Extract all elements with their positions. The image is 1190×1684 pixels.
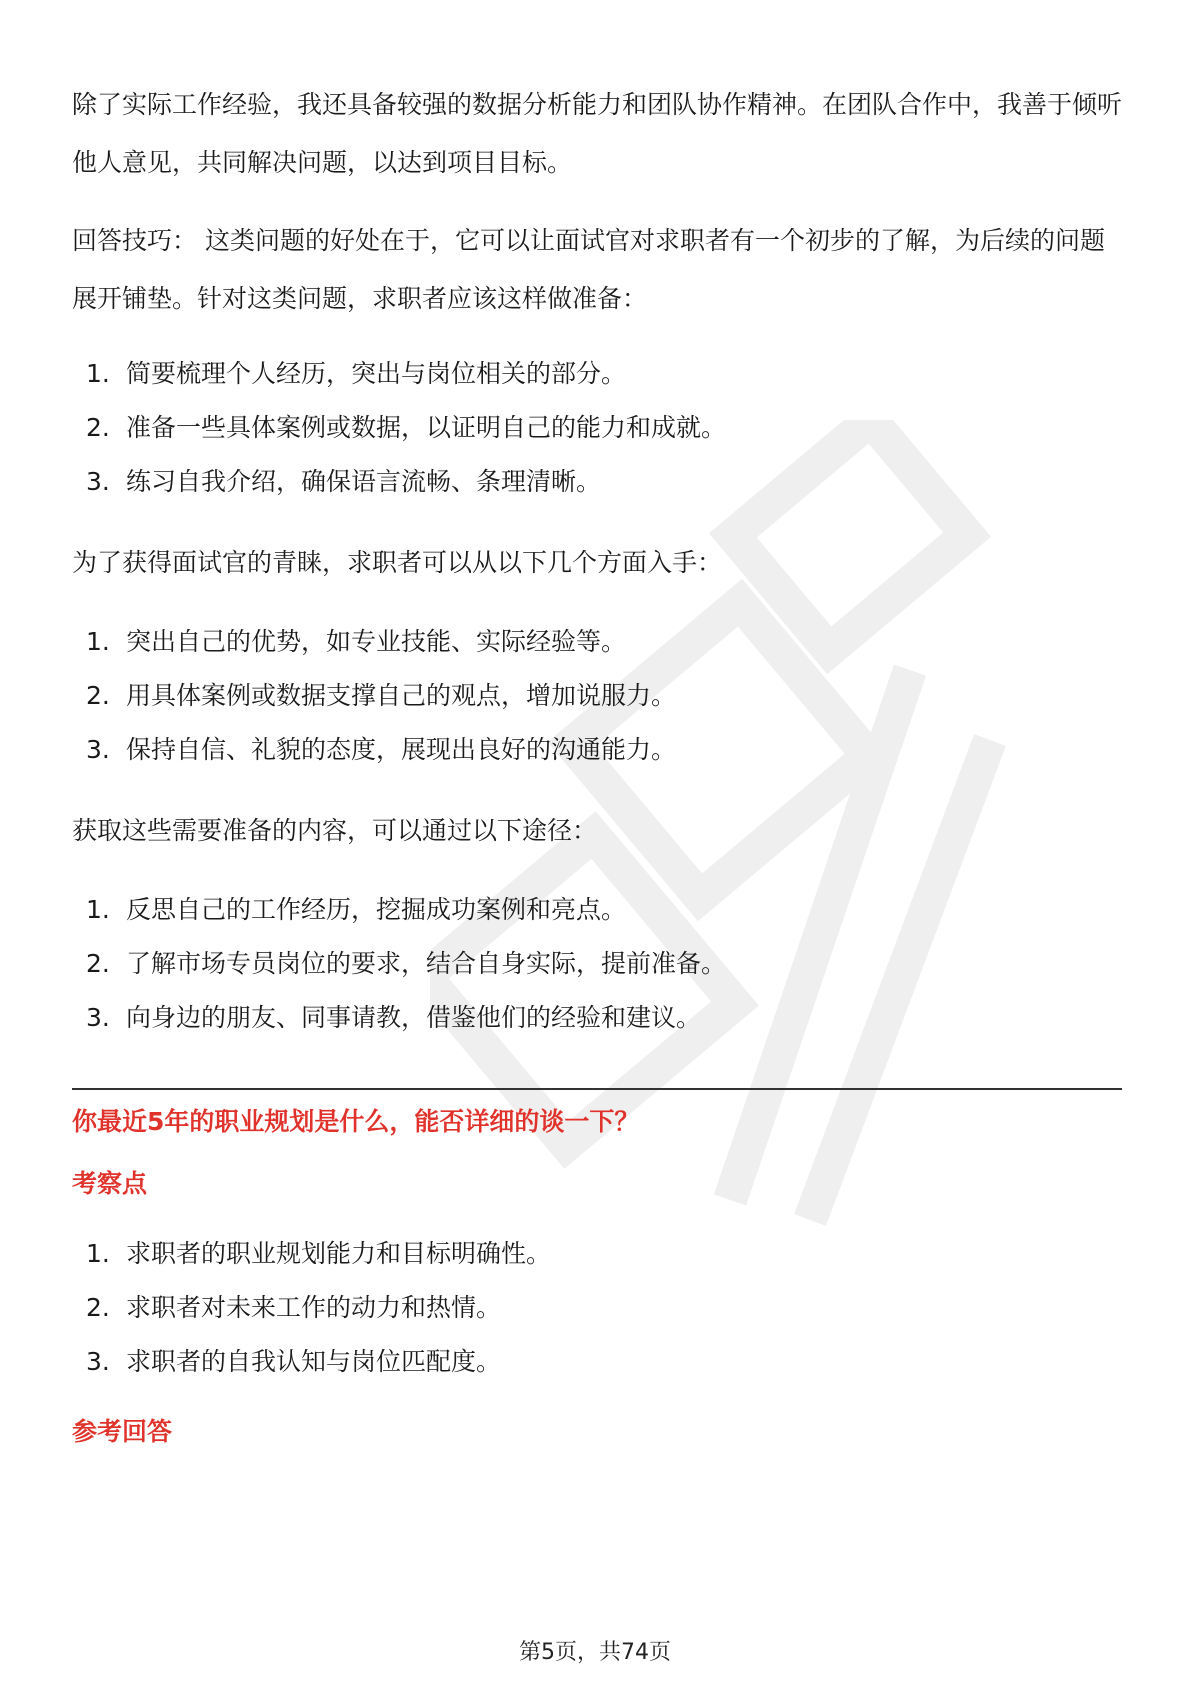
page-number-footer: 第5页，共74页 — [519, 1640, 671, 1665]
favor-intro-paragraph: 为了获得面试官的青睐，求职者可以从以下几个方面入手： — [72, 548, 723, 577]
list-item: 1. 简要梳理个人经历，突出与岗位相关的部分。 — [86, 359, 627, 388]
list-item: 1. 突出自己的优势，如专业技能、实际经验等。 — [86, 627, 627, 656]
list-item: 2. 了解市场专员岗位的要求，结合自身实际，提前准备。 — [86, 949, 727, 978]
answer-tips-paragraph: 回答技巧： 这类问题的好处在于，它可以让面试官对求职者有一个初步的了解，为后续的问题展开铺垫。针对这类问题，求职者应该这样做准备： — [72, 226, 1105, 313]
list-item: 1. 求职者的职业规划能力和目标明确性。 — [86, 1239, 552, 1268]
focus-heading: 考察点 — [72, 1169, 148, 1198]
section-divider — [72, 1088, 1122, 1090]
answer-heading: 参考回答 — [72, 1417, 173, 1446]
intro-paragraph: 除了实际工作经验，我还具备较强的数据分析能力和团队协作精神。在团队合作中，我善于倾听他人意见，共同解决问题，以达到项目目标。 — [72, 90, 1123, 177]
list-item: 3. 练习自我介绍，确保语言流畅、条理清晰。 — [86, 467, 602, 496]
list-item: 3. 保持自信、礼貌的态度，展现出良好的沟通能力。 — [86, 735, 677, 764]
question-title: 你最近5年的职业规划是什么，能否详细的谈一下？ — [72, 1107, 640, 1136]
list-item: 1. 反思自己的工作经历，挖掘成功案例和亮点。 — [86, 895, 627, 924]
list-item: 2. 求职者对未来工作的动力和热情。 — [86, 1293, 502, 1322]
list-item: 3. 向身边的朋友、同事请教，借鉴他们的经验和建议。 — [86, 1003, 702, 1032]
list-item: 2. 准备一些具体案例或数据，以证明自己的能力和成就。 — [86, 413, 727, 442]
list-item: 2. 用具体案例或数据支撑自己的观点，增加说服力。 — [86, 681, 677, 710]
list-item: 3. 求职者的自我认知与岗位匹配度。 — [86, 1347, 502, 1376]
source-intro-paragraph: 获取这些需要准备的内容，可以通过以下途径： — [72, 816, 598, 845]
